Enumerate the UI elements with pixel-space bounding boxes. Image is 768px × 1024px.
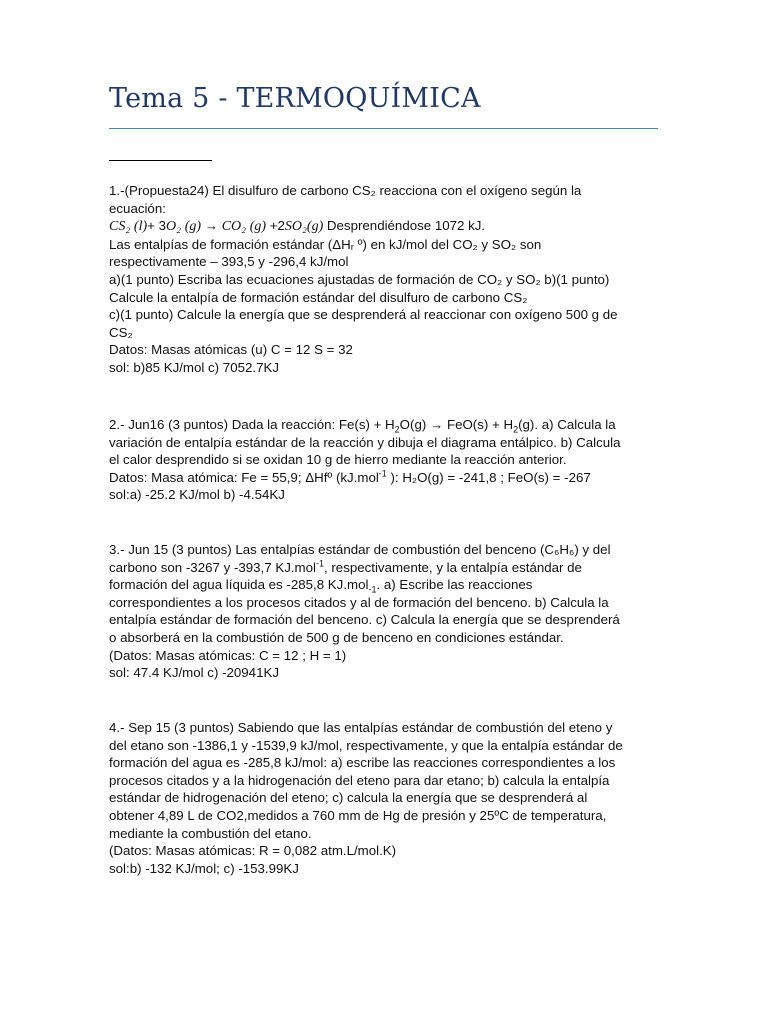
problem-4-data: (Datos: Masas atómicas: R = 0,082 atm.L/mol.K) — [109, 843, 397, 859]
problem-3-line-1: 3.- Jun 15 (3 puntos) Las entalpías estándar de combustión del benceno (C₆H₆) y del — [109, 542, 611, 557]
problem-3-line-3b: . a) Escribe las reacciones — [376, 577, 533, 593]
problem-2-data — [109, 469, 669, 487]
problem-2-line-3: el calor desprendido si se oxidan 10 g de hierro mediante la reacción anterior. — [109, 452, 567, 468]
eq-co2: CO₂ — [221, 219, 247, 235]
problem-2 — [109, 416, 669, 504]
problem-3-line-2 — [109, 559, 669, 577]
problem-3-line-3 — [109, 576, 669, 594]
problem-2-line-2: variación de entalpía estándar de la reacción y dibuja el diagrama entálpico. b) Calcula — [109, 434, 621, 450]
eq-state-l: (l) — [133, 219, 148, 235]
separator-line — [109, 160, 212, 161]
subscript: -1 — [368, 584, 377, 595]
problem-1-line-8: c)(1 punto) Calcule la energía que se desprenderá al reaccionar con oxígeno 500 g de — [109, 307, 618, 323]
problem-3 — [109, 541, 669, 682]
problem-2-data-a: Datos: Masa atómica: Fe = 55,9; ΔHfº (kJ.mol — [109, 469, 379, 485]
problem-3-line-4: correspondientes a los procesos citados y al de formación del benceno. b) Calcula la — [109, 594, 609, 610]
problem-2-line-1c: (g). a) Calcula la — [518, 417, 616, 432]
problem-3-line-6: o absorberá en la combustión de 500 g de benceno en condiciones estándar. — [109, 629, 564, 645]
problem-1-equation — [109, 217, 669, 236]
eq-o2: O₂ — [166, 219, 181, 235]
eq-so2: SO₂ — [284, 219, 307, 235]
problem-4-line-2: del etano son -1386,1 y -1539,9 kJ/mol, respectivamente, y que la entalpía estándar de — [109, 737, 623, 753]
subscript: 2 — [513, 424, 519, 435]
eq-state-g1: (g) — [184, 219, 202, 235]
problem-3-line-2b: , respectivamente, y la entalpía estándar de — [323, 559, 582, 575]
problem-1-line-7: Calcule la entalpía de formación estándar del disulfuro de carbono CS₂ — [109, 289, 528, 305]
problem-2-line-1a: 2.- Jun16 (3 puntos) Dada la reacción: Fe(s) + H — [109, 417, 395, 432]
superscript: -1 — [315, 558, 324, 569]
problem-1-line-2: ecuación: — [109, 200, 166, 216]
superscript: -1 — [378, 468, 387, 479]
title-underline — [109, 128, 658, 129]
eq-rest: Desprendiéndose 1072 kJ. — [323, 218, 486, 234]
problem-1-line-4: Las entalpías de formación estándar (ΔHᵣ º) en kJ/mol del CO₂ y SO₂ son — [109, 236, 542, 252]
problem-4-line-7: mediante la combustión del etano. — [109, 825, 312, 841]
problem-2-line-1b: O(g) → FeO(s) + H — [399, 417, 514, 432]
eq-plus-2: +2 — [266, 218, 285, 234]
problem-3-line-3a: formación del agua líquida es -285,8 KJ.mol — [109, 577, 369, 593]
problem-4-line-4: procesos citados y a la hidrogenación del eteno para dar etano; b) calcula la entalpía — [109, 772, 610, 788]
problem-4-line-1: 4.- Sep 15 (3 puntos) Sabiendo que las entalpías estándar de combustión del eteno y — [109, 720, 613, 735]
eq-state-g2: (g) — [249, 219, 267, 235]
problem-2-solution: sol:a) -25.2 KJ/mol b) -4.54KJ — [109, 487, 285, 503]
eq-plus-3: + 3 — [147, 218, 166, 234]
eq-state-g3: (g) — [306, 219, 324, 235]
problem-1-solution: sol: b)85 KJ/mol c) 7052.7KJ — [109, 359, 279, 375]
problem-3-line-5: entalpía estándar de formación del benceno. c) Calcula la energía que se desprenderá — [109, 612, 620, 628]
problem-2-line-1 — [109, 416, 669, 434]
problem-1 — [109, 182, 669, 377]
problem-1-line-9: CS₂ — [109, 324, 133, 340]
problem-3-solution: sol: 47.4 KJ/mol c) -20941KJ — [109, 665, 279, 681]
problem-1-line-5: respectivamente – 393,5 y -296,4 kJ/mol — [109, 254, 349, 270]
problem-3-data: (Datos: Masas atómicas: C = 12 ; H = 1) — [109, 647, 347, 663]
subscript: 2 — [394, 424, 400, 435]
problem-3-line-2a: carbono son -3267 y -393,7 KJ.mol — [109, 559, 316, 575]
problem-2-data-b: ): H₂O(g) = -241,8 ; FeO(s) = -267 — [386, 469, 591, 485]
problem-4-line-6: obtener 4,89 L de CO2,medidos a 760 mm de Hg de presión y 25ºC de temperatura, — [109, 807, 607, 823]
problem-1-data: Datos: Masas atómicas (u) C = 12 S = 32 — [109, 342, 353, 358]
page-title: Tema 5 - TERMOQUÍMICA — [109, 83, 481, 114]
problem-1-line-1: 1.-(Propuesta24) El disulfuro de carbono CS₂ reacciona con el oxígeno según la — [109, 183, 582, 198]
problem-4-line-3: formación del agua es -285,8 kJ/mol: a) escribe las reacciones correspondientes a los — [109, 755, 616, 771]
problem-4-solution: sol:b) -132 KJ/mol; c) -153.99KJ — [109, 860, 299, 876]
eq-cs2: CS₂ — [109, 219, 131, 235]
problem-4 — [109, 719, 669, 877]
eq-arrow: → — [201, 218, 222, 234]
problem-1-line-6: a)(1 punto) Escriba las ecuaciones ajustadas de formación de CO₂ y SO₂ b)(1 punto) — [109, 271, 610, 287]
problem-4-line-5: estándar de hidrogenación del eteno; c) calcula la energía que se desprenderá al — [109, 790, 588, 806]
